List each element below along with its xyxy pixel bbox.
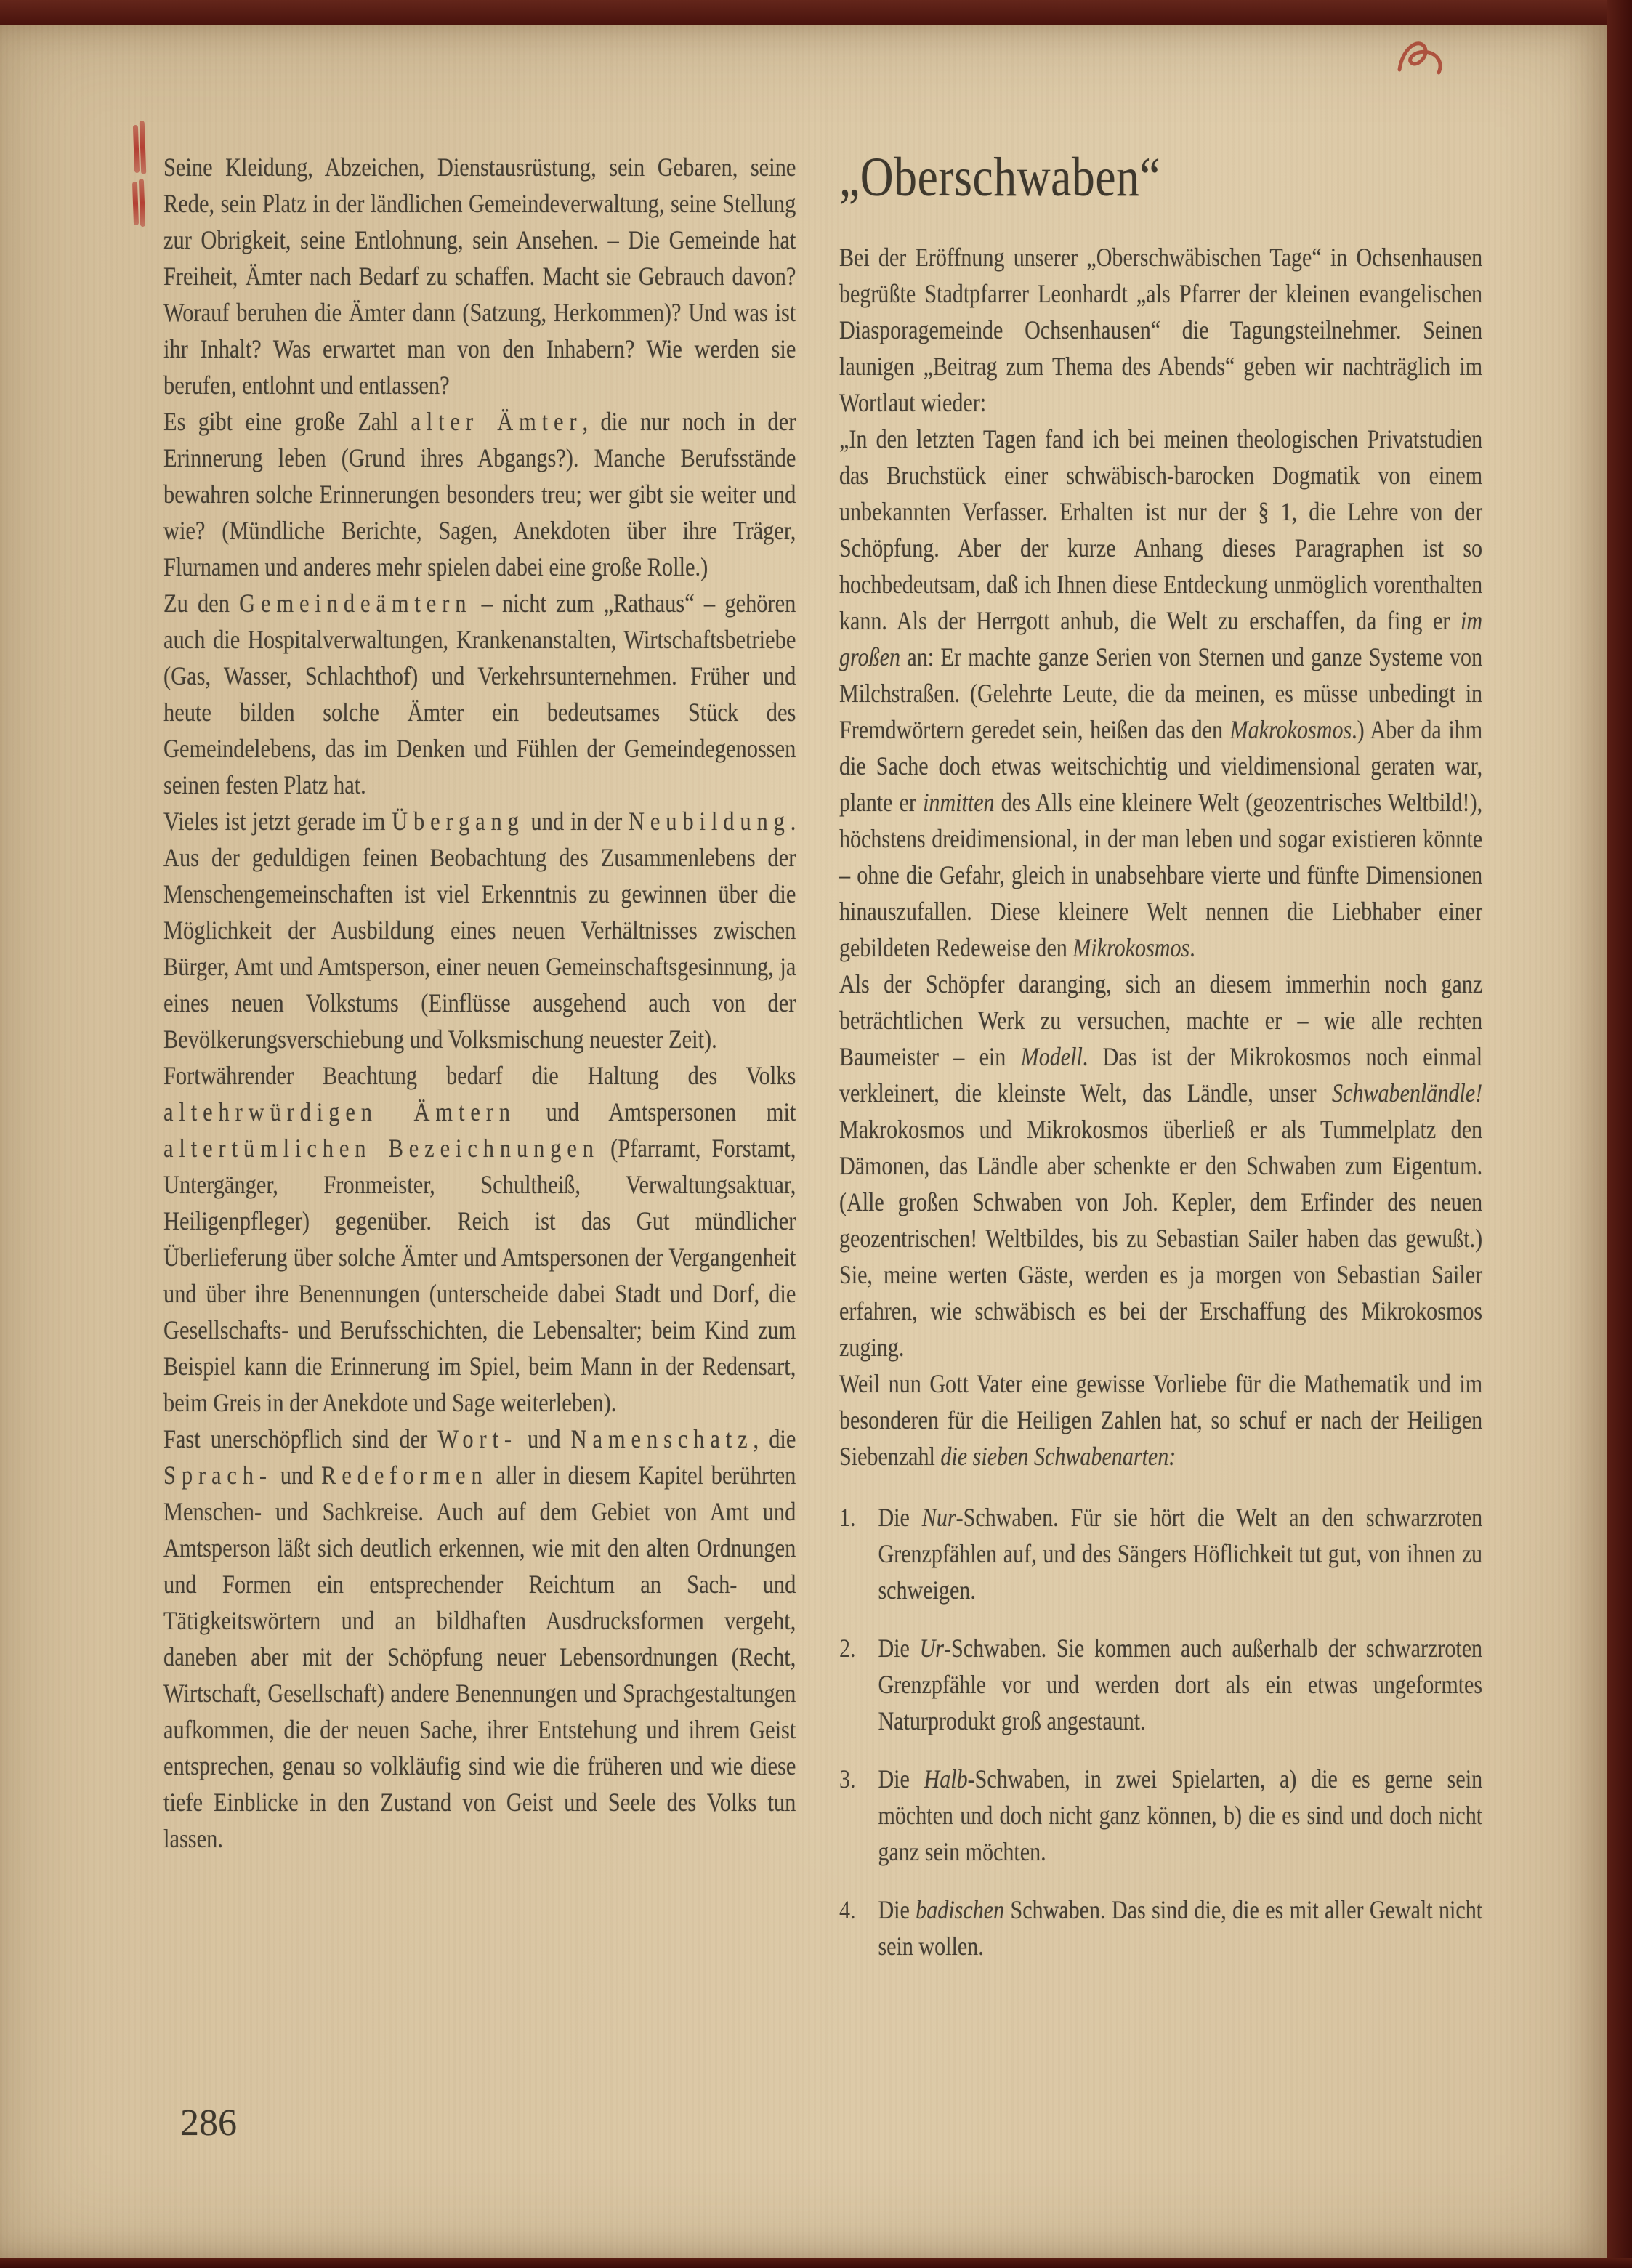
text-segment: Fortwährender Beachtung bedarf die Haltung des Volks [163,1061,796,1090]
text-segment: „In den letzten Tagen fand ich bei meinen theologischen Privatstudien das Bruchstück einer schwäbisch-barocken Dogmatik von einem unbekannten Verfasser. Erhalten ist nur der § 1, die Lehre von der Schöpfung. Aber der kurze Anhang dieses Paragraphen ist so hochbedeutsam, daß ich Ihnen diese Entdeckung unmöglich vorenthalten kann. Als der Herrgott anhub, die Welt zu erschaffen, da fing er [839,424,1483,635]
left-column [163,149,796,1857]
text-segment: , die [753,1424,796,1453]
text-segment: Es gibt eine große Zahl [163,407,411,436]
list-item [839,1630,1482,1739]
section-heading: „Oberschwaben“ [839,147,1161,208]
text-segment: Makrokosmos [1229,714,1352,744]
right-column [839,149,1482,1964]
text-segment: Fast unerschöpflich sind der [163,1424,438,1453]
paragraph [163,1057,796,1421]
text-segment: Sprach- [163,1461,272,1490]
text-segment: Nur [921,1502,956,1532]
list-item [839,1499,1482,1608]
text-segment: , die nur noch in der Erinnerung leben (Grund ihres Abgangs?). Manche Berufsstände bewahren solche Erinnerungen besonders treu; wer gibt sie weiter und wie? (Mündliche Berichte, Sagen, Anekdoten über ihre Träger, Flurnamen und anderes mehr spielen dabei eine große Rolle.) [163,407,796,581]
text-segment: Als der Schöpfer daranging, sich an diesem immerhin noch ganz beträchtlichen Werk zu versuchen, machte er – wie alle rechten Baumeister – ein [839,969,1483,1071]
text-segment: . [1189,932,1195,962]
text-segment: . Das ist der Mikrokosmos noch einmal verkleinert, die kleinste Welt, das Ländle, unser [839,1041,1483,1107]
paragraph [839,239,1482,421]
text-segment: Die [878,1764,924,1793]
paragraph [839,421,1482,966]
text-segment: -Schwaben, in zwei Spielarten, a) die es gerne sein möchten und doch nicht ganz können, b) die es sind und doch nicht ganz sein möchten. [878,1764,1483,1866]
pen-mark-icon [139,179,145,227]
text-segment: aller in diesem Kapitel berührten Menschen- und Sachkreise. Auch auf dem Gebiet von Amt und Amtsperson läßt sich deutlich erkennen, wie mit den alten Ordnungen und Formen ein entsprechender Reichtum an Sach- und Tätigkeitswörtern und an bildhaften Ausdrucksformen vergeht, daneben aber mit der Schöpfung neuer Lebensordnungen (Recht, Wirtschaft, Gesellschaft) andere Benennungen und Sprachgestaltungen aufkommen, die der neuen Sache, ihrer Entstehung und ihrem Geist entsprechen, genau so volkläufig sind wie die früheren und wie diese tiefe Einblicke in den Zustand von Geist und Seele des Volks tun lassen. [163,1461,796,1853]
pen-mark-icon [133,125,140,173]
text-segment: Ur [919,1633,945,1663]
list-item-number: 3. [839,1764,856,1793]
pen-mark-icon [140,121,147,174]
text-segment: Übergang [392,807,525,836]
paragraph [163,403,796,585]
text-segment: Bei der Eröffnung unserer „Oberschwäbischen Tage“ in Ochsenhausen begrüßte Stadtpfarrer Leonhardt „als Pfarrer der kleinen evangelischen Diasporagemeinde Ochsenhausen“ die Tagungsteilnehmer. Seinen launigen „Beitrag zum Thema des Abends“ geben wir nachträglich im Wortlaut wieder: [839,242,1483,417]
list-item-text [878,1630,1482,1739]
list-item-number: 2. [839,1633,856,1663]
text-segment: Schwabenländle! [1332,1078,1483,1107]
text-segment: Weil nun Gott Vater eine gewisse Vorliebe für die Mathematik und im besonderen für die Heiligen Zahlen hat, so schuf er nach der Heiligen Siebenzahl [839,1368,1483,1471]
text-segment: und in der [524,807,629,836]
text-segment: (Pfarramt, Forstamt, Untergänger, Fronmeister, Schultheiß, Verwaltungsaktuar, Heiligenpfleger) gegenüber. Reich ist das Gut mündlicher Überlieferung über solche Ämter und Amtspersonen der Vergangenheit und über ihre Benennungen (unterscheide dabei Stadt und Dorf, die Gesellschafts- und Berufsschichten, die Lebensalter; beim Kind zum Beispiel kann die Erinnerung im Spiel, beim Mann in der Redensart, beim Greis in der Anekdote und Sage weiterleben). [163,1134,796,1417]
text-segment: Wort- [437,1424,517,1453]
text-segment: Makrokosmos und Mikrokosmos überließ er als Tummelplatz den Dämonen, das Ländle aber schenkte er den Schwaben zum Eigentum. (Alle großen Schwaben von Joh. Kepler, dem Erfinder des neuen geozentrischen! Weltbildes, bis zu Sebastian Sailer haben das gewußt.) Sie, meine werten Gäste, werden es ja morgen von Sebastian Sailer erfahren, wie schwäbisch es bei der Erschaffung des Mikrokosmos zuging. [839,1114,1483,1362]
text-segment: -Schwaben. Für sie hört die Welt an den schwarzroten Grenzpfählen auf, und des Sängers Höflichkeit tut gut, von ihnen zu schweigen. [878,1502,1483,1605]
text-segment: . Aus der geduldigen feinen Beobachtung des Zusammenlebens der Menschengemeinschaften ist viel Erkenntnis zu gewinnen über die Möglichkeit der Ausbildung eines neuen Verhältnisses zwischen Bürger, Amt und Amtsperson, einer neuen Gemeinschaftsgesinnung, ja eines neuen Volkstums (Einflüsse ausgehend auch von der Bevölkerungsverschiebung und Volksmischung neuester Zeit). [163,807,796,1054]
scan-edge-top [0,0,1632,25]
list-item [839,1892,1482,1964]
page-number: 286 [180,2102,237,2144]
text-segment: alter Ämter [411,407,583,436]
text-segment: Vieles ist jetzt gerade im [163,807,392,836]
text-segment: altehrwürdigen Ämtern [163,1097,516,1126]
list-item-text [878,1892,1482,1964]
text-segment: Schwaben. Das sind die, die es mit aller Gewalt nicht sein wollen. [878,1894,1483,1961]
list-item-text [878,1499,1482,1608]
schwaben-types-list [839,1499,1482,1964]
text-segment: inmitten [923,787,995,817]
text-segment: Modell [1020,1041,1083,1071]
text-segment: an: Er machte ganze Serien von Sternen und ganze Systeme von Milchstraßen. (Gelehrte Leute, die da meinen, es müsse unbedingt in Fremdwörtern geredet sein, heißen das den [839,642,1483,744]
pen-mark-icon [132,182,139,225]
text-segment: .) Aber da ihm die Sache doch etwas weitschichtig und vieldimensional geraten war, plante er [839,714,1483,817]
paragraph [163,1421,796,1857]
text-segment: Halb [924,1764,968,1793]
text-segment: und [517,1424,571,1453]
text-segment: Die [878,1633,920,1663]
book-page [0,25,1607,2258]
paragraph [839,1365,1482,1474]
text-segment: Die [878,1894,916,1924]
text-segment: altertümlichen Bezeichnungen [163,1134,599,1163]
text-segment: Neubildung [629,807,791,836]
text-segment: – nicht zum „Rathaus“ – gehören auch die Hospitalverwaltungen, Krankenanstalten, Wirtschaftsbetriebe (Gas, Wasser, Schlachthof) und Verkehrsunternehmen. Früher und heute bilden solche Ämter ein bedeutsames Stück des Gemeindelebens, das im Denken und Fühlen der Gemeindegenossen seinen festen Platz hat. [163,589,796,799]
text-segment: Mikrokosmos [1072,932,1190,962]
text-segment: im großen [839,605,1483,671]
list-item [839,1761,1482,1870]
text-segment: und [272,1461,322,1490]
scan-edge-right [1607,0,1632,2268]
pen-scribble-icon [1392,35,1453,83]
paragraph [163,585,796,803]
text-segment: badischen [916,1894,1005,1924]
text-segment: Namenschatz [570,1424,754,1453]
text-segment: die sieben Schwabenarten: [940,1441,1176,1471]
paragraph [163,149,796,403]
list-item-text [878,1761,1482,1870]
right-column-paragraphs [839,239,1482,1474]
text-segment: Zu den [163,589,240,618]
text-segment: Gemeindeämtern [239,589,472,618]
text-segment: Die [878,1502,922,1532]
paragraph [163,803,796,1057]
text-segment: Redeformen [321,1461,488,1490]
paragraph [839,966,1482,1365]
scan-edge-bottom [0,2258,1632,2268]
text-segment: und Amtspersonen mit [515,1097,796,1126]
list-item-number: 1. [839,1502,856,1532]
text-segment: Seine Kleidung, Abzeichen, Dienstausrüstung, sein Gebaren, seine Rede, sein Platz in der ländlichen Gemeindeverwaltung, seine Stellung zur Obrigkeit, seine Entlohnung, sein Ansehen. – Die Gemeinde hat Freiheit, Ämter nach Bedarf zu schaffen. Macht sie Gebrauch davon? Worauf beruhen die Ämter dann (Satzung, Herkommen)? Und was ist ihr Inhalt? Was erwartet man von den Inhabern? Wie werden sie berufen, entlohnt und entlassen? [163,153,796,400]
text-segment: des Alls eine kleinere Welt (geozentrisches Weltbild!), höchstens dreidimensional, in der man leben und sogar existieren könnte – ohne die Gefahr, gleich in unabsehbare vierte und fünfte Dimensionen hinauszufallen. Diese kleinere Welt nennen die Liebhaber einer gebildeten Redeweise den [839,787,1483,962]
text-segment: -Schwaben. Sie kommen auch außerhalb der schwarzroten Grenzpfähle vor und werden dort als ein etwas ungeformtes Naturprodukt groß angestaunt. [878,1633,1483,1735]
list-item-number: 4. [839,1894,856,1924]
